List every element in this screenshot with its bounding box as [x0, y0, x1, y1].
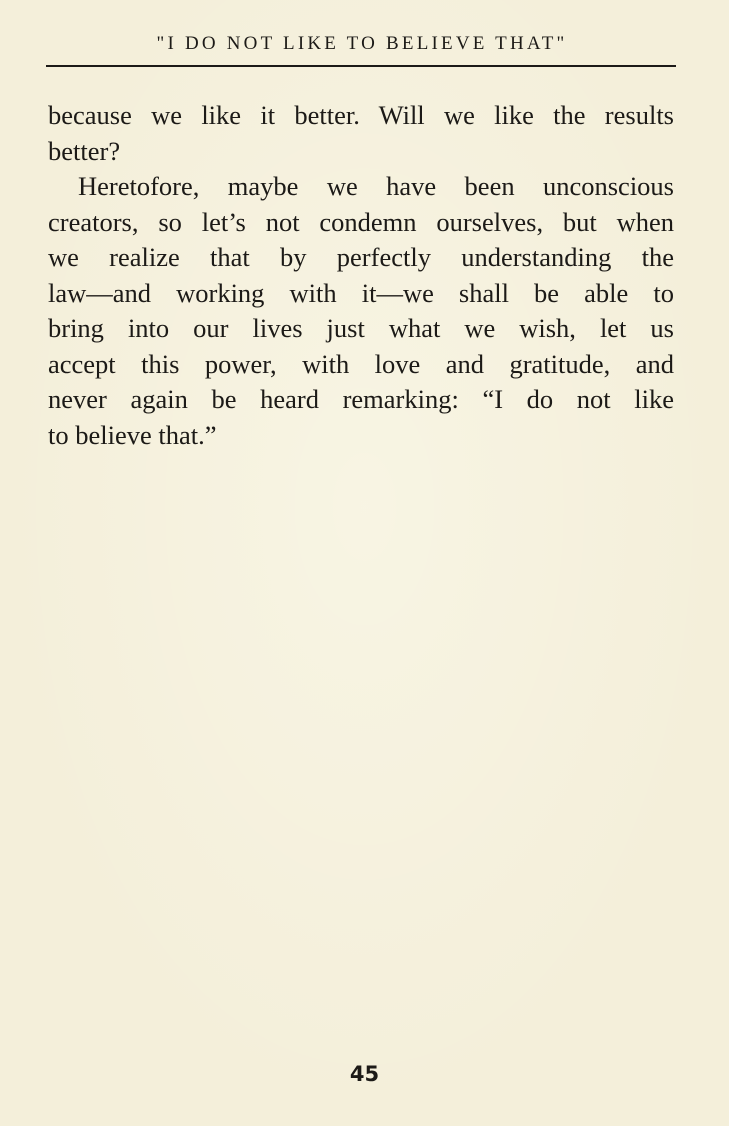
paragraph [48, 169, 674, 453]
header-rule [46, 65, 676, 67]
text-line: accept this power, with love and gratitude, and [48, 348, 674, 379]
text-line: to believe that.” [48, 419, 217, 450]
text-line: creators, so let’s not condemn ourselves, but when [48, 206, 674, 237]
text-line: never again be heard remarking: “I do not like [48, 384, 674, 414]
running-head: "I DO NOT LIKE TO BELIEVE THAT" [156, 33, 568, 54]
paragraph [48, 98, 674, 169]
text-line: better? [48, 135, 121, 166]
text-line: we realize that by perfectly understanding the [48, 242, 674, 272]
text-line: law—and working with it—we shall be able to [48, 277, 674, 308]
text-line: bring into our lives just what we wish, let us [48, 313, 674, 343]
page-number: 45 [349, 1062, 380, 1086]
text-line: because we like it better. Will we like the results [48, 100, 674, 130]
text-line: Heretofore, maybe we have been unconscious [78, 171, 674, 201]
body-text [48, 98, 674, 453]
